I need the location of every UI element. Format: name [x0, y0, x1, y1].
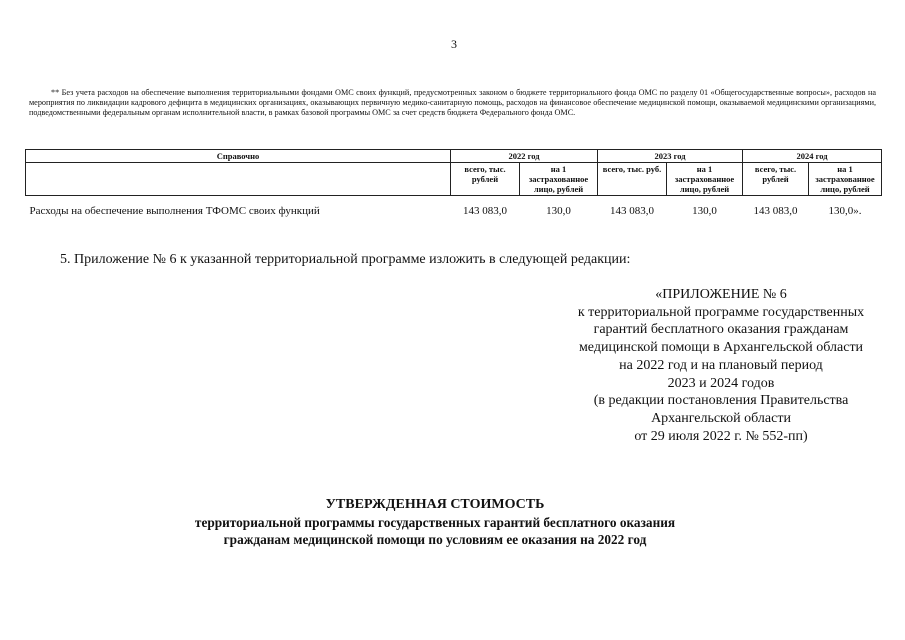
- cell-value: 130,0: [546, 205, 571, 217]
- appendix-line: к территориальной программе государственных: [577, 304, 865, 320]
- heading-subtitle: территориальной программы государственных гарантий бесплатного оказания: [194, 514, 676, 530]
- table-header-label: Справочно: [26, 150, 451, 163]
- subheader-total: всего, тыс. руб.: [598, 163, 667, 196]
- subheader-total: всего, тыс. рублей: [743, 163, 809, 196]
- subheader-per-person: на 1 застрахованное лицо, рублей: [520, 163, 598, 196]
- subheader-per-person: на 1 застрахованное лицо, рублей: [667, 163, 743, 196]
- subheader-per-person: на 1 застрахованное лицо, рублей: [809, 163, 882, 196]
- cell-value: 143 083,0: [753, 205, 798, 217]
- amendment-paragraph: 5. Приложение № 6 к указанной территориальной программе изложить в следующей редакции:: [60, 252, 631, 267]
- heading-title: УТВЕРЖДЕННАЯ СТОИМОСТЬ: [325, 497, 545, 512]
- year-header-2024: 2024 год: [743, 150, 882, 163]
- appendix-line: от 29 июля 2022 г. № 552-пп): [634, 428, 808, 444]
- table-row: [26, 196, 882, 218]
- appendix-line: Архангельской области: [651, 410, 791, 426]
- reference-table: [25, 149, 882, 217]
- year-header-2022: 2022 год: [451, 150, 598, 163]
- subheader-total: всего, тыс. рублей: [451, 163, 520, 196]
- appendix-line: гарантий бесплатного оказания гражданам: [593, 322, 849, 338]
- table-header-spacer: [26, 163, 451, 196]
- heading-subtitle: гражданам медицинской помощи по условиям ее оказания на 2022 год: [223, 532, 647, 547]
- cell-value: 143 083,0: [610, 205, 655, 217]
- year-header-2023: 2023 год: [598, 150, 743, 163]
- appendix-line: (в редакции постановления Правительства: [593, 393, 849, 409]
- appendix-line: медицинской помощи в Архангельской области: [578, 340, 864, 356]
- page-number: 3: [451, 37, 457, 51]
- cell-value: 130,0: [692, 205, 717, 217]
- footnote: ** Без учета расходов на обеспечение выполнения территориальными фондами ОМС своих функций, предусмотренных законом о бюджете территориального фонда ОМС по разделу 01 «Общегосударственные вопросы», расходов на мероприятия по ликвидации кадрового дефицита в медицинских организациях, оказывающих первичную медико-санитарную помощь, расходов на финансовое обеспечение медицинской помощи, оказываемой медицинскими организациями, подведомственными федеральным органам исполнительной власти, в рамках базовой программы ОМС за счет средств бюджета Федерального фонда ОМС.: [29, 88, 876, 117]
- cell-value: 143 083,0: [463, 205, 507, 217]
- appendix-line: 2023 и 2024 годов: [667, 375, 775, 391]
- appendix-line: «ПРИЛОЖЕНИЕ № 6: [655, 287, 787, 302]
- row-label: Расходы на обеспечение выполнения ТФОМС своих функций: [29, 205, 320, 217]
- appendix-block: [560, 286, 882, 445]
- cell-value: 130,0».: [828, 205, 862, 217]
- document-heading: [95, 496, 775, 549]
- appendix-line: на 2022 год и на плановый период: [619, 357, 823, 373]
